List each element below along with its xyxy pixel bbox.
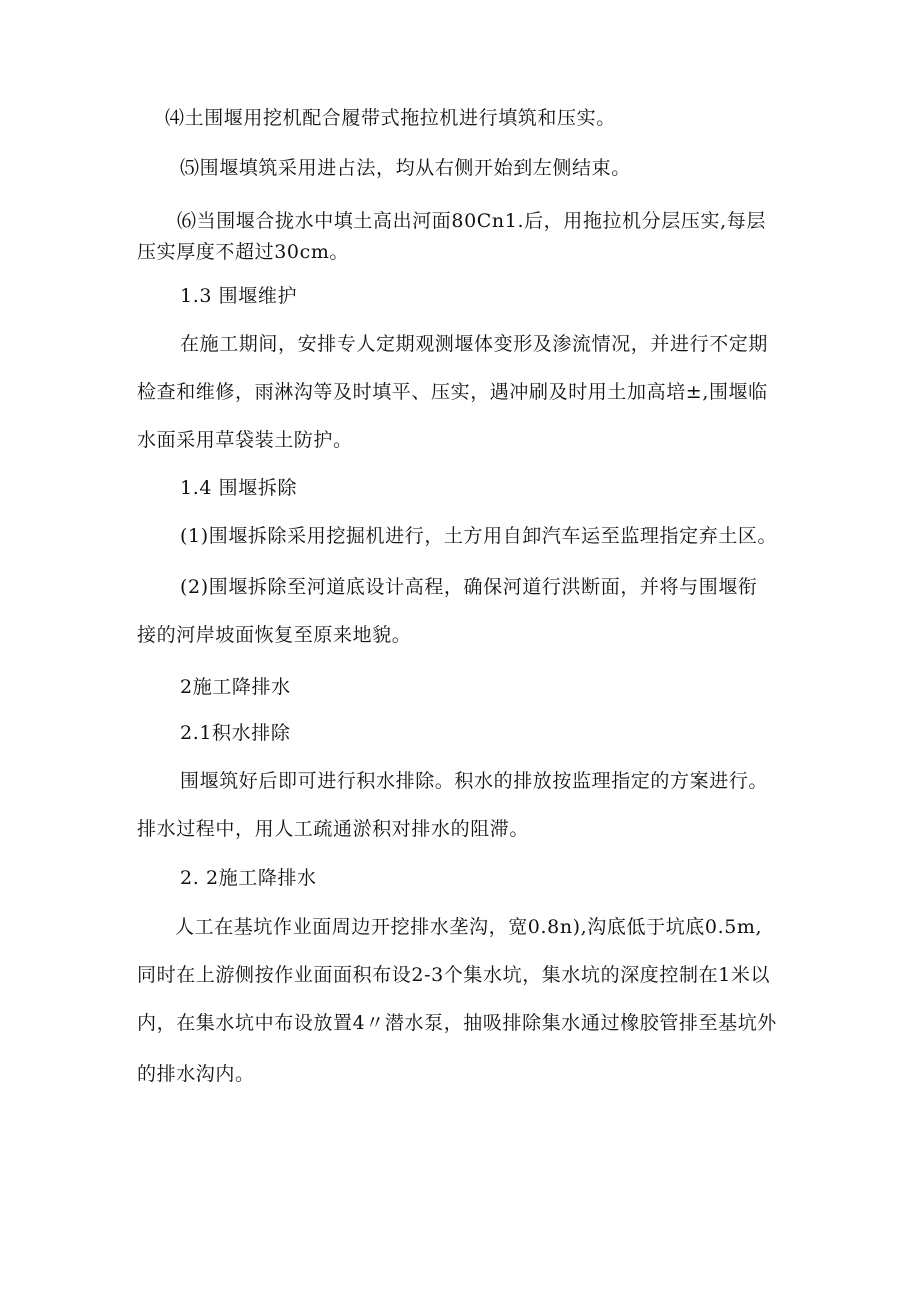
section-heading: 1.3 围堰维护 [180, 285, 298, 307]
paragraph-line: 人工在基坑作业面周边开挖排水垄沟，宽0.8n),沟底低于坑底0.5m, [175, 916, 763, 938]
paragraph-line: 在施工期间，安排专人定期观测堰体变形及渗流情况，并进行不定期 [180, 333, 769, 355]
paragraph-line: ⑹当围堰合拢水中填土高出河面80Cn1.后，用拖拉机分层压实,每层 [177, 210, 766, 232]
section-heading: 1.4 围堰拆除 [180, 477, 298, 499]
paragraph-line: 排水过程中，用人工疏通淤积对排水的阻滞。 [137, 818, 530, 840]
paragraph-line: 接的河岸坡面恢复至原来地貌。 [137, 624, 412, 646]
paragraph-line: 的排水沟内。 [137, 1063, 255, 1085]
paragraph-line: 检查和维修，雨淋沟等及时填平、压实，遇冲刷及时用土加高培±,围堰临 [137, 381, 768, 403]
paragraph-line: 围堰筑好后即可进行积水排除。积水的排放按监理指定的方案进行。 [180, 770, 769, 792]
paragraph-line: 内，在集水坑中布设放置4〃潜水泵，抽吸排除集水通过橡胶管排至基坑外 [137, 1012, 777, 1034]
paragraph-line: 同时在上游侧按作业面面积布设2-3个集水坑，集水坑的深度控制在1米以 [137, 964, 771, 986]
paragraph-line: (2)围堰拆除至河道底设计高程，确保河道行洪断面，并将与围堰衔 [180, 576, 758, 598]
paragraph-line: ⑸围堰填筑采用进占法，均从右侧开始到左侧结束。 [180, 157, 631, 179]
paragraph-line: (1)围堰拆除采用挖掘机进行，土方用自卸汽车运至监理指定弃土区。 [180, 525, 778, 547]
section-heading: 2. 2施工降排水 [180, 867, 317, 889]
section-heading: 2施工降排水 [180, 676, 291, 698]
paragraph-line: 压实厚度不超过30cm。 [137, 241, 350, 263]
paragraph-line: 水面采用草袋装土防护。 [137, 429, 353, 451]
section-heading: 2.1积水排除 [180, 722, 291, 744]
paragraph-line: ⑷土围堰用挖机配合履带式拖拉机进行填筑和压实。 [165, 107, 616, 129]
